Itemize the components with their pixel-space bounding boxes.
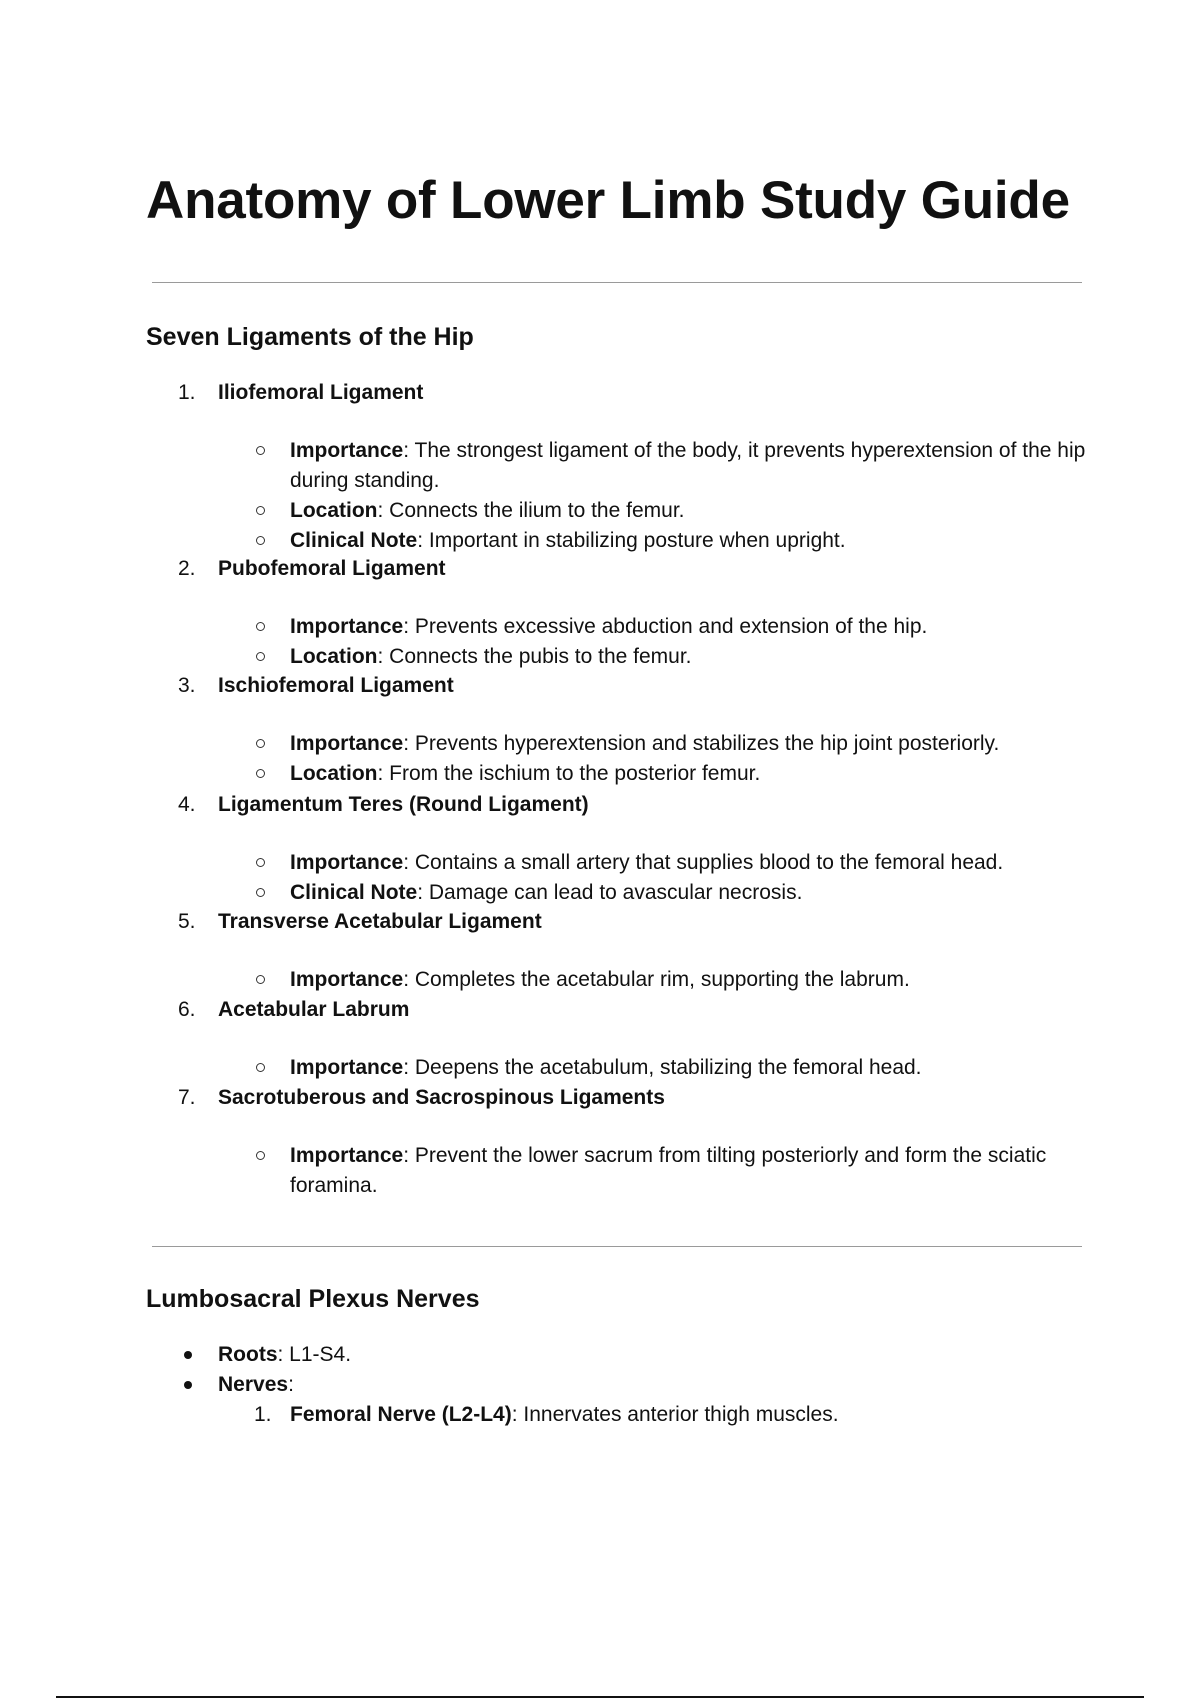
detail-item (0, 612, 1200, 642)
ligament-item (0, 1083, 1200, 1201)
ligament-name: Sacrotuberous and Sacrospinous Ligaments (218, 1086, 665, 1109)
list-number: 6. (178, 998, 196, 1021)
horizontal-rule (152, 282, 1082, 283)
page-bottom-border (56, 1696, 1144, 1698)
nerves-item (0, 1370, 1200, 1400)
detail-item (0, 1141, 1200, 1201)
ligament-item (0, 378, 1200, 556)
hollow-bullet-icon (256, 622, 265, 631)
ligament-name: Acetabular Labrum (218, 998, 410, 1021)
ligament-item (0, 554, 1200, 672)
detail-label: Importance (290, 851, 404, 874)
roots-label: Roots (218, 1343, 278, 1366)
detail-item (0, 526, 1200, 556)
hollow-bullet-icon (256, 652, 265, 661)
detail-label: Location (290, 645, 378, 668)
section-heading-nerves: Lumbosacral Plexus Nerves (146, 1285, 480, 1313)
horizontal-rule (152, 1246, 1082, 1247)
document-title: Anatomy of Lower Limb Study Guide (146, 171, 1070, 230)
bullet-icon (184, 1381, 192, 1389)
detail-text: : Completes the acetabular rim, supporting the labrum. (403, 968, 910, 991)
detail-text: : Connects the pubis to the femur. (377, 645, 692, 668)
detail-label: Importance (290, 968, 404, 991)
list-number: 1. (178, 381, 196, 404)
list-number: 2. (178, 557, 196, 580)
hollow-bullet-icon (256, 446, 265, 455)
hollow-bullet-icon (256, 1151, 265, 1160)
detail-label: Importance (290, 439, 404, 462)
roots-text: : L1-S4. (277, 1343, 352, 1366)
hollow-bullet-icon (256, 975, 265, 984)
detail-item (0, 642, 1200, 672)
detail-label: Importance (290, 732, 404, 755)
nerves-label: Nerves (218, 1373, 289, 1396)
detail-item (0, 965, 1200, 995)
detail-label: Clinical Note (290, 529, 418, 552)
nerve-list (0, 1340, 1200, 1430)
list-number: 4. (178, 793, 196, 816)
detail-text: : From the ischium to the posterior femur. (377, 762, 761, 785)
detail-text: : Important in stabilizing posture when upright. (417, 529, 846, 552)
detail-item (0, 436, 1200, 496)
bullet-icon (184, 1351, 192, 1359)
ligament-item (0, 790, 1200, 908)
nerves-text: : (288, 1373, 294, 1396)
list-number: 7. (178, 1086, 196, 1109)
list-number: 3. (178, 674, 196, 697)
detail-text: : The strongest ligament of the body, it prevents hyperextension of the hip during standing. (290, 439, 1086, 492)
detail-item (0, 878, 1200, 908)
detail-text: : Connects the ilium to the femur. (377, 499, 685, 522)
detail-text: : Prevents excessive abduction and extension of the hip. (403, 615, 928, 638)
ligament-item (0, 671, 1200, 789)
detail-label: Importance (290, 1056, 404, 1079)
hollow-bullet-icon (256, 888, 265, 897)
detail-text: : Damage can lead to avascular necrosis. (417, 881, 803, 904)
ligament-name: Transverse Acetabular Ligament (218, 910, 542, 933)
hollow-bullet-icon (256, 858, 265, 867)
ligament-item (0, 995, 1200, 1083)
detail-item (0, 759, 1200, 789)
hollow-bullet-icon (256, 506, 265, 515)
ligament-name: Ligamentum Teres (Round Ligament) (218, 793, 589, 816)
ligament-name: Iliofemoral Ligament (218, 381, 424, 404)
hollow-bullet-icon (256, 739, 265, 748)
ligament-name: Ischiofemoral Ligament (218, 674, 454, 697)
detail-text: : Prevents hyperextension and stabilizes the hip joint posteriorly. (403, 732, 1000, 755)
hollow-bullet-icon (256, 769, 265, 778)
detail-label: Importance (290, 1144, 404, 1167)
nerve-entry (0, 1400, 1200, 1430)
detail-text: : Prevent the lower sacrum from tilting posteriorly and form the sciatic foramina. (290, 1144, 1047, 1197)
nerve-name: Femoral Nerve (L2-L4) (290, 1403, 512, 1426)
detail-item (0, 848, 1200, 878)
hollow-bullet-icon (256, 536, 265, 545)
nerve-text: : Innervates anterior thigh muscles. (511, 1403, 839, 1426)
detail-text: : Deepens the acetabulum, stabilizing the femoral head. (403, 1056, 922, 1079)
detail-item (0, 729, 1200, 759)
detail-item (0, 1053, 1200, 1083)
list-number: 1. (254, 1403, 272, 1426)
detail-label: Location (290, 762, 378, 785)
detail-text: : Contains a small artery that supplies blood to the femoral head. (403, 851, 1004, 874)
detail-label: Location (290, 499, 378, 522)
ligament-item (0, 907, 1200, 995)
roots-item (0, 1340, 1200, 1370)
detail-label: Importance (290, 615, 404, 638)
list-number: 5. (178, 910, 196, 933)
detail-label: Clinical Note (290, 881, 418, 904)
hollow-bullet-icon (256, 1063, 265, 1072)
detail-item (0, 496, 1200, 526)
section-heading-hip-ligaments: Seven Ligaments of the Hip (146, 323, 474, 351)
ligament-name: Pubofemoral Ligament (218, 557, 446, 580)
